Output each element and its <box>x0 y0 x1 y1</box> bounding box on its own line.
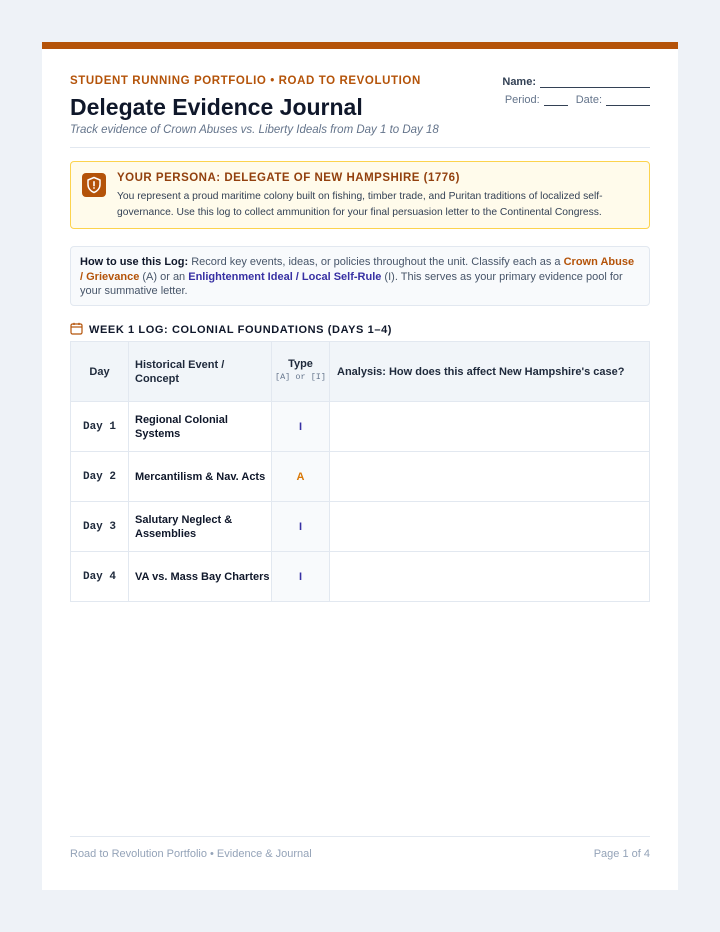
page-title: Delegate Evidence Journal <box>70 94 363 120</box>
header-type-hint: [A] or [I] <box>274 372 326 382</box>
table-header-row <box>71 342 650 402</box>
enlightenment-term: Enlightenment Ideal / Local Self-Rule <box>188 270 382 283</box>
row-event: Regional Colonial Systems <box>129 402 272 452</box>
header-type <box>272 342 330 402</box>
name-label: Name: <box>502 76 536 88</box>
table-row <box>71 402 650 452</box>
page-header <box>70 49 650 148</box>
date-label: Date: <box>575 94 602 106</box>
instructions-text-1: Record key events, ideas, or policies throughout the unit. Classify each as a <box>188 256 564 268</box>
period-field[interactable] <box>544 93 568 106</box>
persona-description: You represent a proud maritime colony built on fishing, timber trade, and Puritan traditions of localized self-governance. Use this log to collect ammunition for your final persuasion letter to the Continental Congress. <box>117 191 603 218</box>
row-analysis-cell[interactable] <box>330 452 650 502</box>
row-day: Day 3 <box>71 502 129 552</box>
week-1-section-heading <box>70 322 392 338</box>
header-day: Day <box>71 342 129 402</box>
row-day: Day 2 <box>71 452 129 502</box>
evidence-log-table <box>70 341 650 602</box>
header-type-label: Type <box>288 358 313 370</box>
crown-abuse-term: Crown Abuse / Grievance <box>80 256 635 283</box>
row-type: I <box>272 402 330 452</box>
row-event: Mercantilism & Nav. Acts <box>129 452 272 502</box>
row-type: I <box>272 502 330 552</box>
row-day: Day 1 <box>71 402 129 452</box>
table-row <box>71 452 650 502</box>
student-fields <box>502 70 650 106</box>
row-event: VA vs. Mass Bay Charters <box>129 552 272 602</box>
period-label: Period: <box>504 94 540 106</box>
header-event: Historical Event / Concept <box>129 342 272 402</box>
page-subtitle: Track evidence of Crown Abuses vs. Liberty Ideals from Day 1 to Day 18 <box>70 124 439 136</box>
instructions-text-3: (I). This serves as your primary evidence pool for your summative letter. <box>80 270 623 297</box>
row-analysis-cell[interactable] <box>330 552 650 602</box>
persona-title: YOUR PERSONA: DELEGATE OF NEW HAMPSHIRE (1776) <box>117 172 460 184</box>
row-analysis-cell[interactable] <box>330 502 650 552</box>
instructions-text-2: (A) or an <box>139 270 189 283</box>
page-footer <box>70 836 650 860</box>
shield-alert-icon <box>82 173 106 197</box>
row-type: I <box>272 552 330 602</box>
row-analysis-cell[interactable] <box>330 402 650 452</box>
accent-top-bar <box>42 42 678 49</box>
row-day: Day 4 <box>71 552 129 602</box>
persona-callout <box>70 161 650 229</box>
eyebrow-label: STUDENT RUNNING PORTFOLIO • ROAD TO REVOLUTION <box>70 75 421 87</box>
section-title: WEEK 1 LOG: COLONIAL FOUNDATIONS (DAYS 1–4) <box>89 324 393 336</box>
calendar-icon <box>70 322 83 338</box>
table-row <box>71 502 650 552</box>
row-type: A <box>272 452 330 502</box>
instructions-box <box>70 246 650 306</box>
date-field[interactable] <box>606 93 650 106</box>
header-analysis: Analysis: How does this affect New Hampshire's case? <box>330 342 650 402</box>
name-field[interactable] <box>540 75 650 88</box>
footer-left: Road to Revolution Portfolio • Evidence & Journal <box>70 848 312 860</box>
worksheet-page <box>42 42 678 890</box>
row-event: Salutary Neglect & Assemblies <box>129 502 272 552</box>
page-number: Page 1 of 4 <box>593 848 650 860</box>
table-row <box>71 552 650 602</box>
instructions-label: How to use this Log: <box>80 256 189 268</box>
